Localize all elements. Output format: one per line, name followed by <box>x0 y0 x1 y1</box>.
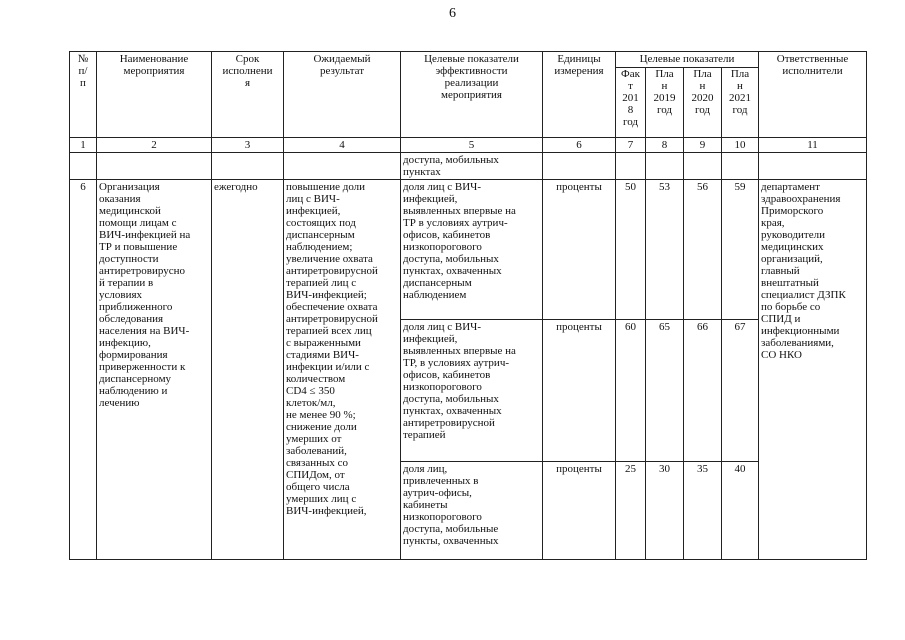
value-2018: 25 <box>616 462 646 560</box>
value-2020: 56 <box>684 180 722 320</box>
page-number: 6 <box>449 6 456 21</box>
indicator-unit: проценты <box>543 462 616 560</box>
row-number: 6 <box>70 180 97 560</box>
header-row <box>70 52 867 68</box>
activities-table <box>69 51 867 560</box>
header-name: Наименование мероприятия <box>97 52 212 138</box>
column-number-row <box>70 138 867 153</box>
col-number: 4 <box>284 138 401 153</box>
indicator-unit: проценты <box>543 320 616 462</box>
indicator-text: доля лиц с ВИЧ- инфекцией, выявленных впервые на ТР, в условиях аутрич- офисов, кабинетов низкопорогового доступа, мобильных пунктах, охваченных антиретровирусной терапией <box>401 320 543 462</box>
value-2020: 35 <box>684 462 722 560</box>
header-target-group: Целевые показатели <box>616 52 759 68</box>
value-2018: 60 <box>616 320 646 462</box>
value-2021: 40 <box>722 462 759 560</box>
col-number: 6 <box>543 138 616 153</box>
col-number: 11 <box>759 138 867 153</box>
header-result: Ожидаемый результат <box>284 52 401 138</box>
col-number: 3 <box>212 138 284 153</box>
value-2019: 53 <box>646 180 684 320</box>
col-number: 5 <box>401 138 543 153</box>
activity-term: ежегодно <box>212 180 284 560</box>
header-2021: Пла н 2021 год <box>722 68 759 138</box>
col-number: 1 <box>70 138 97 153</box>
indicator-unit: проценты <box>543 180 616 320</box>
table-row <box>70 180 867 320</box>
header-term: Срок исполнени я <box>212 52 284 138</box>
value-2019: 65 <box>646 320 684 462</box>
value-2019: 30 <box>646 462 684 560</box>
col-number: 9 <box>684 138 722 153</box>
value-2021: 67 <box>722 320 759 462</box>
activity-name: Организация оказания медицинской помощи лицам с ВИЧ-инфекцией на ТР и повышение доступности антиретровирусно й терапии в условиях приближенного обследования населения на ВИЧ- инфекцию, формирования приверженности к диспансерному наблюдению и лечению <box>97 180 212 560</box>
indicator-text: доля лиц с ВИЧ- инфекцией, выявленных впервые на ТР в условиях аутрич- офисов, кабинетов низкопорогового доступа, мобильных пунктах, охваченных диспансерным наблюдением <box>401 180 543 320</box>
col-number: 2 <box>97 138 212 153</box>
header-2019: Пла н 2019 год <box>646 68 684 138</box>
header-indicators: Целевые показатели эффективности реализации мероприятия <box>401 52 543 138</box>
value-2018: 50 <box>616 180 646 320</box>
col-number: 7 <box>616 138 646 153</box>
header-2020: Пла н 2020 год <box>684 68 722 138</box>
col-number: 10 <box>722 138 759 153</box>
responsible-executors: департамент здравоохранения Приморского края, руководители медицинских организаций, главный внештатный специалист ДЗПК по борьбе со СПИД и инфекционными заболеваниями, СО НКО <box>759 180 867 560</box>
continuation-text: доступа, мобильных пунктах <box>401 153 543 180</box>
header-responsible: Ответственные исполнители <box>759 52 867 138</box>
indicator-text: доля лиц, привлеченных в аутрич-офисы, кабинеты низкопорогового доступа, мобильные пункты, охваченных <box>401 462 543 560</box>
value-2021: 59 <box>722 180 759 320</box>
header-units: Единицы измерения <box>543 52 616 138</box>
continuation-row <box>70 153 867 180</box>
header-num: № п/ п <box>70 52 97 138</box>
expected-result: повышение доли лиц с ВИЧ- инфекцией, состоящих под диспансерным наблюдением; увеличение охвата антиретровирусной терапией лиц с ВИЧ-инфекцией; обеспечение охвата антиретровирусной терапией всех лиц с выраженными стадиями ВИЧ- инфекции и/или с количеством CD4 ≤ 350 клеток/мл, не менее 90 %; снижение доли умерших от заболеваний, связанных со СПИДом, от общего числа умерших лиц с ВИЧ-инфекцией, <box>284 180 401 560</box>
col-number: 8 <box>646 138 684 153</box>
value-2020: 66 <box>684 320 722 462</box>
header-2018: Фак т 201 8 год <box>616 68 646 138</box>
